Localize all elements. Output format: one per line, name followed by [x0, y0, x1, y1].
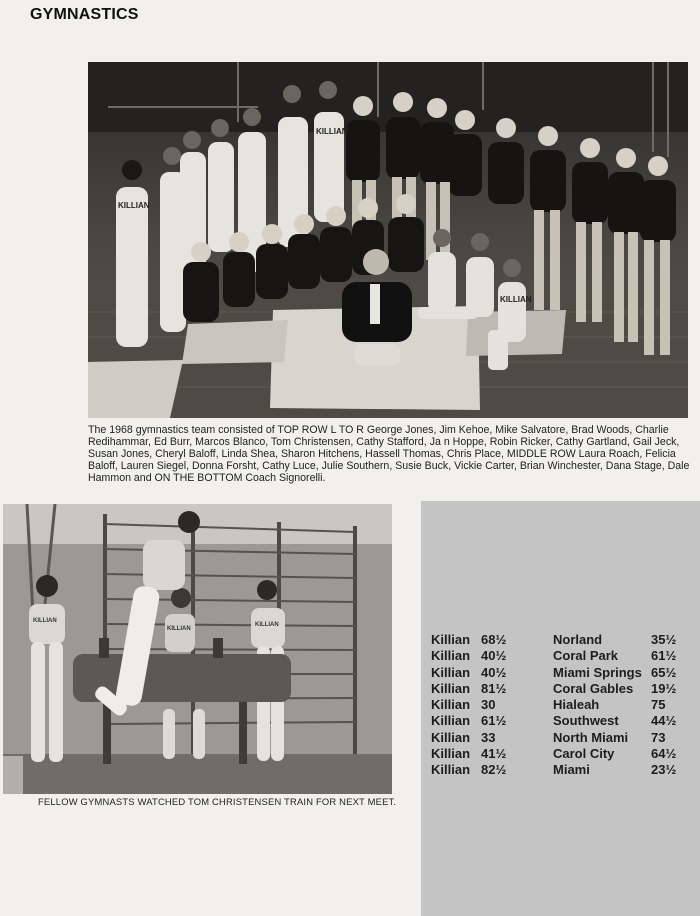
opponent-score: 44½	[651, 713, 677, 729]
opponent-name: Hialeah	[553, 697, 600, 713]
team-score: 41½	[481, 746, 507, 762]
opponent-name: Miami	[553, 762, 590, 778]
team-name: Killian	[431, 664, 471, 680]
team-score: 33	[481, 729, 496, 745]
opponent-score: 61½	[651, 648, 677, 664]
opponent-score: 35½	[651, 632, 677, 647]
opponent-name: Norland	[553, 632, 603, 647]
opponent-name: North Miami	[553, 729, 629, 745]
team-score: 81½	[481, 680, 507, 696]
opponent-score: 65½	[651, 664, 677, 680]
pommel-horse-photo	[3, 504, 392, 794]
team-photo	[88, 62, 688, 418]
page-heading: GYMNASTICS	[30, 6, 139, 23]
jersey-lettering: KILLIAN	[33, 618, 57, 624]
jersey-lettering: KILLIAN	[500, 295, 532, 304]
team-name: Killian	[431, 648, 471, 664]
pommel-photo-caption: FELLOW GYMNASTS WATCHED TOM CHRISTENSEN TRAIN FOR NEXT MEET.	[38, 796, 397, 807]
team-name: Killian	[431, 729, 471, 745]
opponent-name: Coral Park	[553, 648, 619, 664]
team-score: 40½	[481, 648, 507, 664]
season-scores-panel	[421, 501, 700, 916]
team-score: 40½	[481, 664, 507, 680]
opponent-score: 64½	[651, 746, 677, 762]
opponent-name: Miami Springs	[553, 664, 642, 680]
team-name: Killian	[431, 746, 471, 762]
jersey-lettering: KILLIAN	[255, 622, 279, 628]
opponent-name: Carol City	[553, 746, 615, 762]
team-score: 68½	[481, 632, 507, 647]
opponent-name: Southwest	[553, 713, 619, 729]
opponent-score: 73	[651, 729, 666, 745]
opponent-score: 75	[651, 697, 666, 713]
team-score: 61½	[481, 713, 507, 729]
opponent-score: 23½	[651, 762, 677, 778]
opponent-score: 19½	[651, 680, 677, 696]
opponent-name: Coral Gables	[553, 680, 634, 696]
team-score: 82½	[481, 762, 507, 778]
jersey-lettering: KILLIAN	[118, 201, 150, 210]
team-score: 30	[481, 697, 496, 713]
team-name: Killian	[431, 632, 471, 647]
team-name: Killian	[431, 713, 471, 729]
team-photo-caption: The 1968 gymnastics team consisted of TOP ROW L TO R George Jones, Jim Kehoe, Mike Salvatore, Brad Woods, Charlie Redihammar, Ed Burr, Marcos Blanco, Tom Christensen, Cathy Stafford, Ja n Hoppe, Robin Ricker, Cathy Gartland, Gail Jeck, Susan Jones, Cheryl Baloff, Linda Shea, Sharon Hitchens, Hassell Thomas, Chris Place, MIDDLE ROW Laura Roach, Felicia Baloff, Lauren Siegel, Donna Forsht, Cathy Luce, Julie Southern, Susie Buck, Vickie Carter, Brian Winchester, Dana Stage, Dale Hammon and ON THE BOTTOM Coach Signorelli.	[88, 424, 690, 484]
team-name: Killian	[431, 697, 471, 713]
jersey-lettering: KILLIAN	[316, 127, 348, 136]
jersey-lettering: KILLIAN	[167, 626, 191, 632]
team-name: Killian	[431, 762, 471, 778]
team-name: Killian	[431, 680, 471, 696]
